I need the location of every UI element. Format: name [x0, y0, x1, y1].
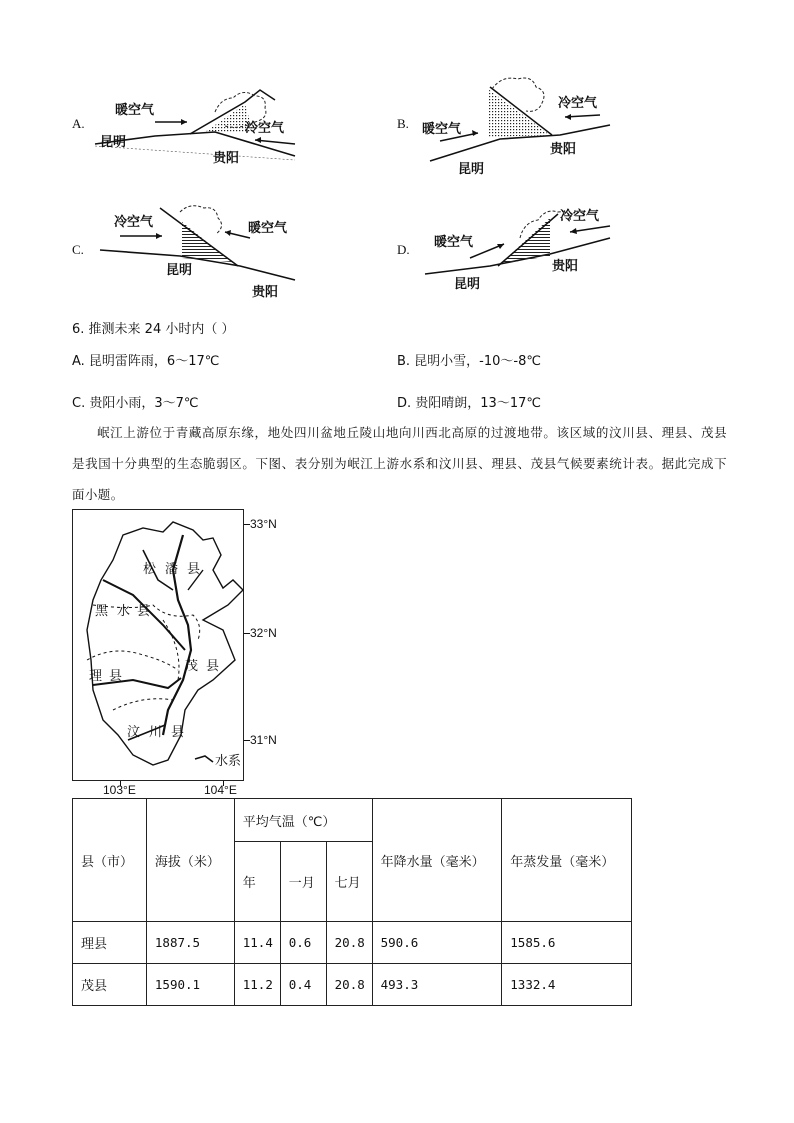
kunming-label: 昆明 — [100, 135, 127, 150]
diagram-d — [420, 198, 620, 298]
front-diagram-b — [420, 75, 620, 180]
question-6-stem: 6. 推测未来 24 小时内（ ） — [72, 322, 235, 337]
table-row — [73, 922, 632, 964]
guiyang-label: 贵阳 — [550, 142, 577, 157]
option-c: C. 贵阳小雨，3～7℃ — [72, 396, 199, 411]
cold-air-label: 冷空气 — [558, 96, 598, 111]
cell-jul: 20.8 — [326, 922, 372, 964]
guiyang-label: 贵阳 — [552, 259, 579, 274]
county-label-maoxian-2: 县 — [206, 659, 220, 674]
county-label-heishui-1: 黑 — [95, 604, 109, 619]
cell-jul: 20.8 — [326, 964, 372, 1006]
lon-label-103: 103°E — [103, 783, 136, 797]
option-d: D. 贵阳晴朗，13～17℃ — [397, 396, 541, 411]
cold-air-label: 冷空气 — [114, 215, 154, 230]
diagram-a — [95, 82, 305, 172]
header-precip: 年降水量（毫米） — [372, 799, 502, 922]
lat-label-31: 31°N — [250, 733, 277, 747]
cell-year: 11.2 — [234, 964, 280, 1006]
warm-air-label: 暖空气 — [115, 103, 155, 118]
option-b: B. 昆明小雪，-10～-8℃ — [397, 354, 541, 369]
option-a: A. 昆明雷阵雨，6～17℃ — [72, 354, 220, 369]
guiyang-label: 贵阳 — [252, 285, 279, 300]
header-avg-temp: 平均气温（℃） — [234, 799, 372, 842]
cell-jan: 0.4 — [280, 964, 326, 1006]
county-label-lixian-2: 县 — [109, 669, 123, 684]
cell-precip: 590.6 — [372, 922, 502, 964]
warm-air-label: 暖空气 — [248, 221, 288, 236]
warm-air-label: 暖空气 — [422, 122, 462, 137]
cell-evap: 1332.4 — [502, 964, 632, 1006]
lat-label-33: 33°N — [250, 517, 277, 531]
diagram-d-letter: D. — [397, 242, 410, 257]
cell-evap: 1585.6 — [502, 922, 632, 964]
front-diagram-d — [420, 198, 620, 298]
county-label-songpan-1: 松 — [143, 562, 157, 577]
county-label-wenchuan-2: 川 — [149, 725, 163, 740]
table-row — [73, 964, 632, 1006]
diagram-b-letter: B. — [397, 116, 409, 131]
minjiang-map — [72, 509, 244, 781]
climate-table — [72, 798, 632, 1006]
kunming-label: 昆明 — [458, 162, 485, 177]
kunming-label: 昆明 — [454, 277, 481, 292]
cell-altitude: 1887.5 — [146, 922, 234, 964]
kunming-label: 昆明 — [166, 263, 193, 278]
cold-air-label: 冷空气 — [245, 121, 285, 136]
legend-label: 水系 — [215, 754, 242, 769]
header-altitude: 海拔（米） — [146, 799, 234, 922]
front-diagram-c — [100, 198, 310, 298]
river-legend-icon — [195, 756, 213, 762]
front-diagram-a — [95, 82, 305, 172]
cell-jan: 0.6 — [280, 922, 326, 964]
warm-air-label: 暖空气 — [434, 235, 474, 250]
county-label-wenchuan-1: 汶 — [127, 725, 141, 740]
diagram-b — [420, 75, 620, 180]
lat-label-32: 32°N — [250, 626, 277, 640]
header-evap: 年蒸发量（毫米） — [502, 799, 632, 922]
county-label-lixian-1: 理 — [89, 669, 103, 684]
cell-altitude: 1590.1 — [146, 964, 234, 1006]
passage-text: 岷江上游位于青藏高原东缘，地处四川盆地丘陵山地向川西北高原的过渡地带。该区域的汶川县、理县、茂县是我国十分典型的生态脆弱区。下图、表分别为岷江上游水系和汶川县、理县、茂县气候要素统计表。据此完成下面小题。 — [72, 425, 727, 502]
county-label-songpan-2: 潘 — [165, 562, 179, 577]
header-year: 年 — [234, 842, 280, 922]
county-label-heishui-2: 水 — [117, 604, 131, 619]
cell-precip: 493.3 — [372, 964, 502, 1006]
diagram-a-letter: A. — [72, 116, 85, 131]
county-label-maoxian-1: 茂 — [185, 659, 199, 674]
header-jul: 七月 — [326, 842, 372, 922]
guiyang-label: 贵阳 — [213, 151, 240, 166]
cell-county: 茂县 — [73, 964, 147, 1006]
county-label-wenchuan-3: 县 — [171, 725, 185, 740]
county-label-heishui-3: 县 — [137, 604, 151, 619]
diagram-c — [100, 198, 310, 298]
lon-label-104: 104°E — [204, 783, 237, 797]
header-county: 县（市） — [73, 799, 147, 922]
header-jan: 一月 — [280, 842, 326, 922]
cold-air-label: 冷空气 — [560, 209, 600, 224]
river-system-map — [73, 510, 245, 782]
cell-year: 11.4 — [234, 922, 280, 964]
county-label-songpan-3: 县 — [187, 562, 201, 577]
diagram-c-letter: C. — [72, 242, 84, 257]
cell-county: 理县 — [73, 922, 147, 964]
